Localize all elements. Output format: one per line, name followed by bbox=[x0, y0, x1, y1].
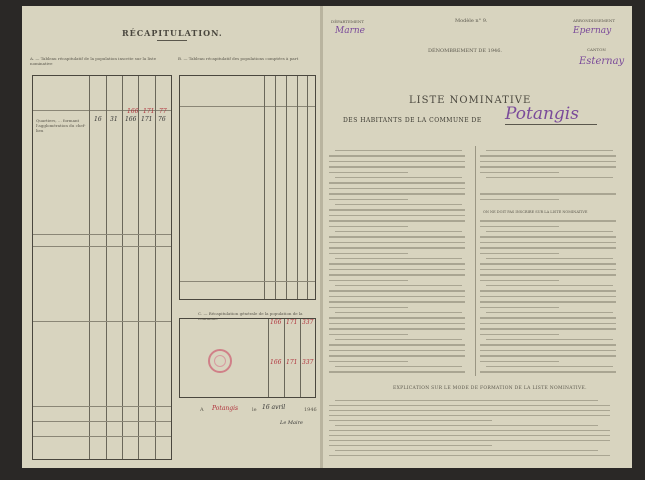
text-line bbox=[335, 150, 462, 151]
text-line bbox=[329, 405, 610, 406]
main-title: LISTE NOMINATIVE bbox=[409, 95, 532, 106]
text-line bbox=[335, 177, 462, 178]
text-line bbox=[480, 166, 616, 167]
table-c bbox=[179, 318, 316, 398]
text-line bbox=[329, 317, 465, 318]
canton-value: Esternay bbox=[579, 56, 625, 67]
text-line bbox=[480, 344, 616, 345]
column-divider bbox=[475, 146, 476, 376]
text-line bbox=[480, 253, 559, 254]
text-line bbox=[329, 182, 465, 183]
text-line bbox=[329, 220, 465, 221]
commune-label: DES HABITANTS DE LA COMMUNE DE bbox=[343, 117, 482, 124]
text-line bbox=[329, 328, 465, 329]
text-line bbox=[329, 161, 465, 162]
correction: 166 bbox=[127, 108, 139, 115]
canton-label: CANTON bbox=[587, 47, 606, 52]
text-line bbox=[486, 150, 613, 151]
census-title: DÉNOMBREMENT DE 1946. bbox=[428, 48, 502, 54]
text-line bbox=[335, 450, 598, 451]
text-line bbox=[329, 420, 492, 421]
text-line bbox=[480, 296, 616, 297]
text-line bbox=[480, 236, 616, 237]
text-line bbox=[486, 177, 613, 178]
table-c-heading: C. — Récapitulation générale de la population de la commune bbox=[198, 311, 303, 321]
arrondissement-label: ARRONDISSEMENT bbox=[573, 18, 615, 23]
text-line bbox=[480, 307, 559, 308]
text-line bbox=[329, 172, 408, 173]
text-line bbox=[329, 253, 408, 254]
text-line bbox=[329, 410, 610, 411]
text-line bbox=[480, 328, 616, 329]
text-line bbox=[329, 290, 465, 291]
text-line bbox=[480, 193, 616, 194]
text-line bbox=[480, 226, 559, 227]
text-line bbox=[480, 355, 616, 356]
cell: 16 bbox=[94, 116, 102, 123]
text-line bbox=[329, 355, 465, 356]
section-subtitle: ON NE DOIT PAS INSCRIRE SUR LA LISTE NOMINATIVE bbox=[483, 210, 588, 214]
text-line bbox=[329, 199, 408, 200]
text-line bbox=[480, 301, 616, 302]
text-line bbox=[329, 455, 610, 456]
text-line bbox=[480, 247, 616, 248]
right-page-liste-nominative bbox=[323, 6, 632, 468]
text-line bbox=[335, 312, 462, 313]
explanation-title: EXPLICATION SUR LE MODE DE FORMATION DE LA LISTE NOMINATIVE. bbox=[393, 386, 587, 391]
text-line bbox=[480, 161, 616, 162]
text-line bbox=[329, 323, 465, 324]
signature-year: 1946 bbox=[304, 407, 317, 413]
modele: Modèle n° 9. bbox=[455, 18, 488, 24]
text-line bbox=[329, 301, 465, 302]
signature-date: 16 avril bbox=[262, 404, 286, 411]
text-line bbox=[480, 280, 559, 281]
place-label: A bbox=[200, 407, 204, 413]
text-line bbox=[329, 263, 465, 264]
text-line bbox=[329, 296, 465, 297]
text-line bbox=[480, 199, 559, 200]
text-line bbox=[329, 435, 610, 436]
divider bbox=[157, 40, 187, 41]
text-line bbox=[480, 274, 616, 275]
text-line bbox=[329, 371, 465, 372]
text-line bbox=[329, 269, 465, 270]
text-line bbox=[329, 274, 465, 275]
text-line bbox=[480, 242, 616, 243]
cell: 171 bbox=[141, 116, 153, 123]
cell: 171 bbox=[286, 319, 298, 326]
explanation-text bbox=[329, 400, 625, 460]
correction: 77 bbox=[159, 108, 167, 115]
text-line bbox=[480, 361, 559, 362]
text-line bbox=[335, 204, 462, 205]
text-line bbox=[329, 193, 465, 194]
text-line bbox=[329, 188, 465, 189]
text-line bbox=[335, 231, 462, 232]
text-line bbox=[486, 366, 613, 367]
cell: 166 bbox=[125, 116, 137, 123]
cell: 31 bbox=[110, 116, 118, 123]
text-line bbox=[329, 209, 465, 210]
correction: 171 bbox=[143, 108, 155, 115]
text-line bbox=[329, 430, 610, 431]
text-line bbox=[329, 350, 465, 351]
text-line bbox=[335, 400, 598, 401]
arrondissement-value: Epernay bbox=[573, 26, 612, 36]
text-line bbox=[335, 258, 462, 259]
table-a-heading: A. — Tableau récapitulatif de la population inscrite sur la liste nominative bbox=[30, 56, 157, 66]
text-line bbox=[329, 242, 465, 243]
text-line bbox=[329, 166, 465, 167]
left-page-recapitulation bbox=[22, 6, 321, 468]
cell: 171 bbox=[286, 359, 298, 366]
text-line bbox=[329, 307, 408, 308]
text-line bbox=[480, 155, 616, 156]
text-line bbox=[480, 334, 559, 335]
text-line bbox=[329, 344, 465, 345]
table-b bbox=[179, 75, 316, 300]
text-line bbox=[486, 231, 613, 232]
text-line bbox=[329, 215, 465, 216]
cell: 166 bbox=[270, 359, 282, 366]
signature: Le Maire bbox=[280, 420, 303, 426]
text-line bbox=[329, 334, 408, 335]
mairie-stamp bbox=[208, 349, 232, 373]
signature-place: Potangis bbox=[212, 405, 239, 412]
text-line bbox=[480, 371, 616, 372]
recap-title: RÉCAPITULATION. bbox=[122, 28, 223, 38]
departement-label: DÉPARTEMENT bbox=[331, 19, 365, 24]
text-line bbox=[480, 323, 616, 324]
commune-value: Potangis bbox=[505, 104, 597, 125]
departement-value: Marne bbox=[335, 26, 366, 36]
text-line bbox=[335, 425, 598, 426]
text-line bbox=[486, 312, 613, 313]
text-line bbox=[335, 339, 462, 340]
text-line bbox=[486, 285, 613, 286]
instructions-column-right bbox=[480, 150, 623, 380]
date-label: le bbox=[252, 407, 257, 413]
text-line bbox=[480, 263, 616, 264]
text-line bbox=[486, 339, 613, 340]
row-label: Quartiers, ... formant l'agglomération du chef-lieu bbox=[36, 118, 86, 133]
text-line bbox=[480, 290, 616, 291]
cell: 337 bbox=[302, 359, 314, 366]
text-line bbox=[335, 366, 462, 367]
instructions-column-left bbox=[329, 150, 472, 380]
cell: 166 bbox=[270, 319, 282, 326]
text-line bbox=[329, 415, 610, 416]
text-line bbox=[480, 269, 616, 270]
text-line bbox=[480, 220, 616, 221]
text-line bbox=[329, 155, 465, 156]
table-b-heading: B. — Tableau récapitulatif des populations comptées à part bbox=[178, 56, 299, 61]
text-line bbox=[486, 258, 613, 259]
text-line bbox=[480, 317, 616, 318]
text-line bbox=[480, 172, 559, 173]
table-a bbox=[32, 75, 172, 460]
text-line bbox=[329, 247, 465, 248]
cell: 76 bbox=[158, 116, 166, 123]
text-line bbox=[329, 226, 408, 227]
cell: 337 bbox=[302, 319, 314, 326]
text-line bbox=[329, 280, 408, 281]
text-line bbox=[329, 440, 610, 441]
text-line bbox=[480, 350, 616, 351]
text-line bbox=[329, 361, 408, 362]
text-line bbox=[329, 445, 492, 446]
text-line bbox=[335, 285, 462, 286]
text-line bbox=[329, 236, 465, 237]
